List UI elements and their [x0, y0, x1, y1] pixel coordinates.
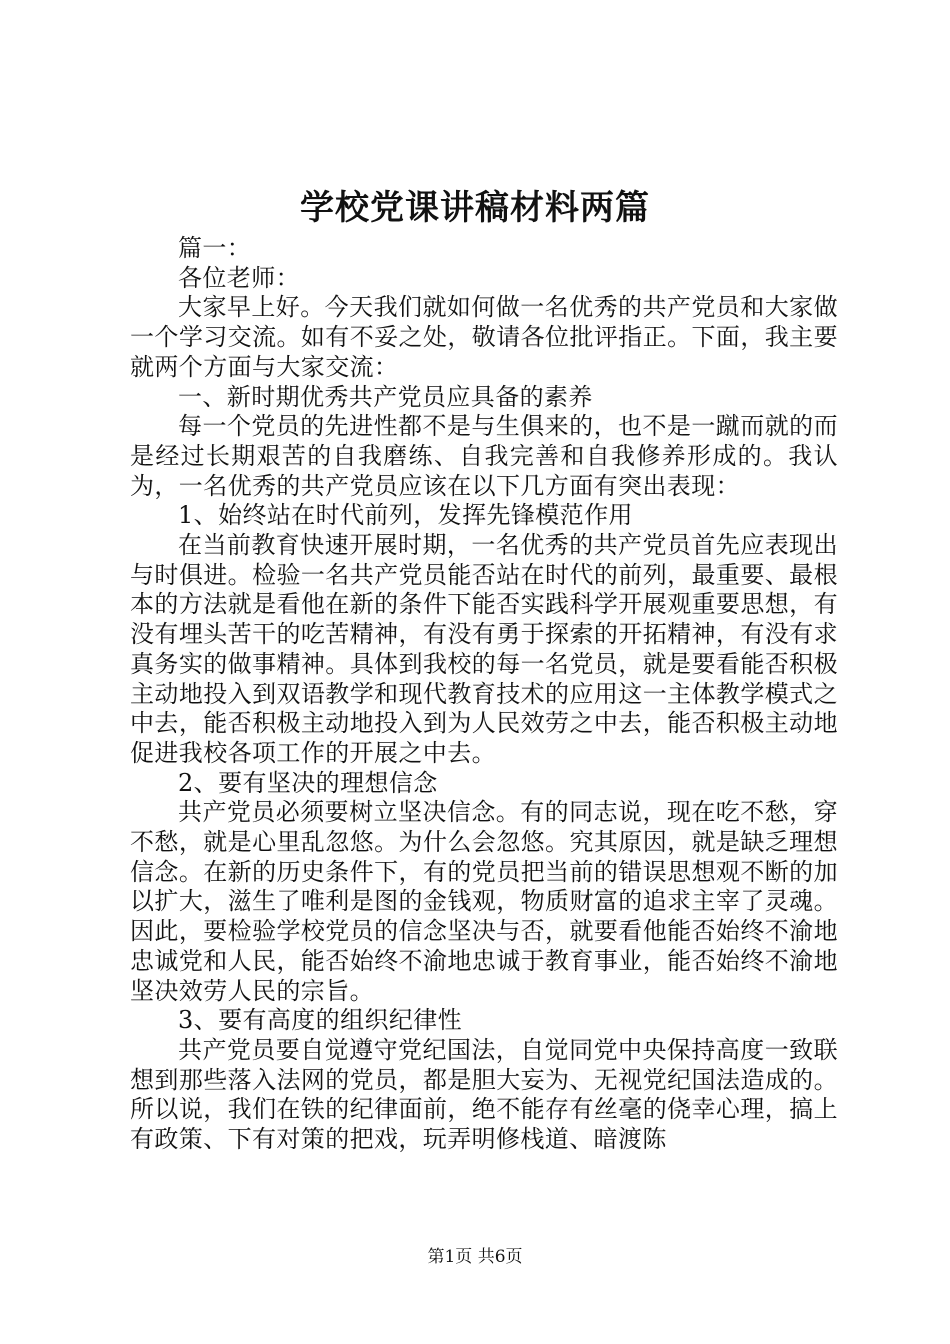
- paragraph: 每一个党员的先进性都不是与生俱来的，也不是一蹴而就的而是经过长期艰苦的自我磨练、自我完善和自我修养形成的。我认为，一名优秀的共产党员应该在以下几方面有突出表现：: [130, 412, 838, 500]
- subheading-3: 3、要有高度的组织纪律性: [178, 1006, 463, 1035]
- section-heading-part-one: 篇一：: [178, 234, 252, 262]
- document-title: 学校党课讲稿材料两篇: [300, 188, 650, 228]
- salutation: 各位老师：: [178, 263, 300, 292]
- intro-paragraph: 大家早上好。今天我们就如何做一名优秀的共产党员和大家做一个学习交流。如有不妥之处，敬请各位批评指正。下面，我主要就两个方面与大家交流：: [130, 293, 838, 381]
- document-body: [130, 234, 838, 1155]
- paragraph: 共产党员必须要树立坚决信念。有的同志说，现在吃不愁，穿不愁，就是心里乱忽悠。为什么会忽悠。究其原因，就是缺乏理想信念。在新的历史条件下，有的党员把当前的错误思想观不断的加以扩大，滋生了唯利是图的金钱观，物质财富的追求主宰了灵魂。因此，要检验学校党员的信念坚决与否，就要看他能否始终不渝地忠诚党和人民，能否始终不渝地忠诚于教育事业，能否始终不渝地坚决效劳人民的宗旨。: [130, 798, 838, 1005]
- page-footer: 第1页 共6页: [427, 1247, 523, 1267]
- subheading-2: 2、要有坚决的理想信念: [178, 768, 438, 797]
- paragraph: 在当前教育快速开展时期，一名优秀的共产党员首先应表现出与时俱进。检验一名共产党员能否站在时代的前列，最重要、最根本的方法就是看他在新的条件下能否实践科学开展观重要思想，有没有埋头苦干的吃苦精神，有没有勇于探索的开拓精神，有没有求真务实的做事精神。具体到我校的每一名党员，就是要看能否积极主动地投入到双语教学和现代教育技术的应用这一主体教学模式之中去，能否积极主动地投入到为人民效劳之中去，能否积极主动地促进我校各项工作的开展之中去。: [130, 531, 838, 767]
- subheading-1: 1、始终站在时代前列，发挥先锋模范作用: [178, 501, 633, 530]
- paragraph: 共产党员要自觉遵守党纪国法，自觉同党中央保持高度一致联想到那些落入法网的党员，都是胆大妄为、无视党纪国法造成的。所以说，我们在铁的纪律面前，绝不能存有丝毫的侥幸心理，搞上有政策、下有对策的把戏，玩弄明修栈道、暗渡陈: [130, 1035, 838, 1154]
- section-heading-one: 一、新时期优秀共产党员应具备的素养: [178, 382, 593, 411]
